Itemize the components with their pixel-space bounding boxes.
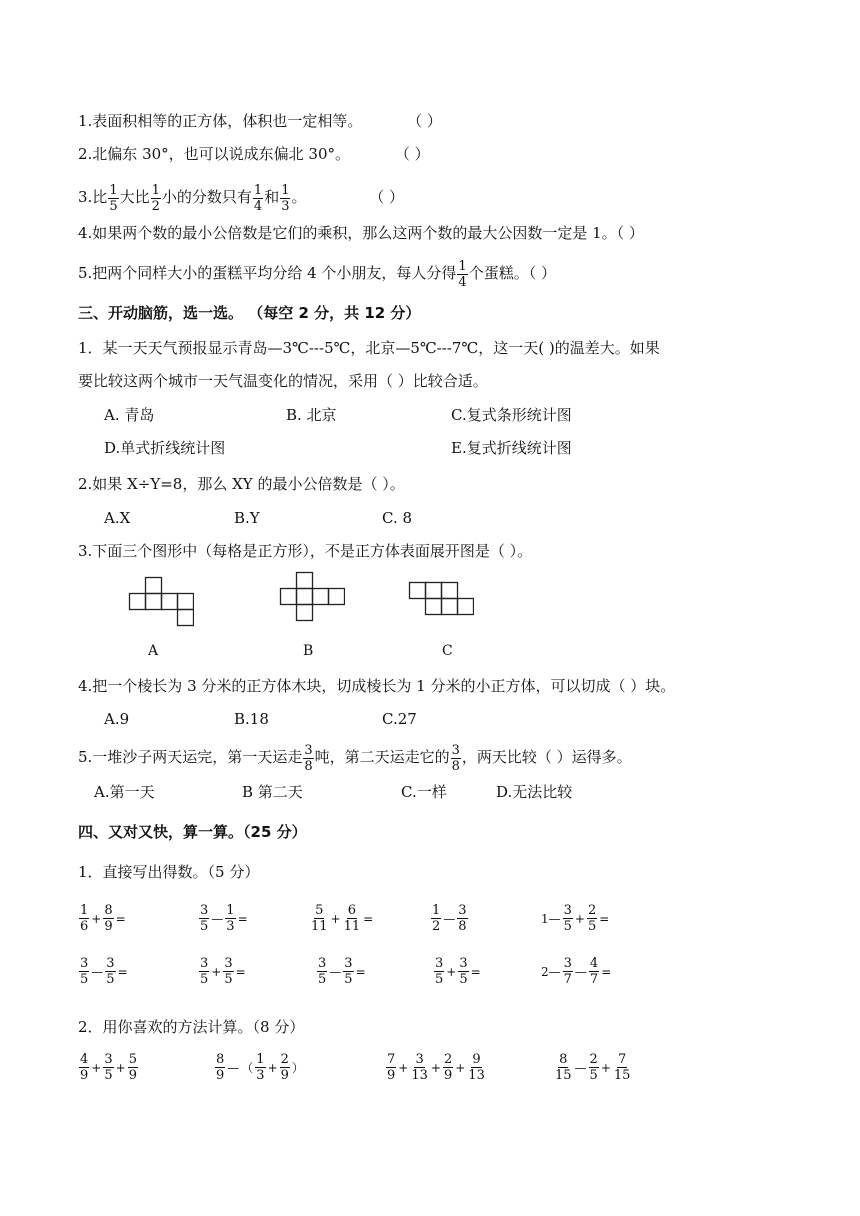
answer-blank[interactable]: （ ） xyxy=(394,145,430,163)
equation: $\frac{3}{5}$ — $\frac{3}{5}$ = xyxy=(318,956,366,987)
tf-question-4: 4.如果两个数的最小公倍数是它们的乘积，那么这两个数的最大公因数一定是 1。（ ） xyxy=(78,224,644,242)
choice-question-4: 4.把一个棱长为 3 分米的正方体木块，切成棱长为 1 分米的小正方体，可以切成（ ）块。 xyxy=(78,677,676,695)
equation: $\frac{8}{15}$ — $\frac{2}{5}$ + $\frac{7}{15}$ xyxy=(555,1052,631,1083)
section-4-heading: 四、又对又快，算一算。（25 分） xyxy=(78,823,307,841)
option[interactable]: B 第二天 xyxy=(242,783,303,801)
equation: $\frac{3}{5}$ — $\frac{1}{3}$ = xyxy=(200,903,248,934)
option[interactable]: A.X xyxy=(104,509,131,527)
equation: 2— $\frac{3}{7}$ — $\frac{4}{7}$ = xyxy=(541,956,612,987)
equation: $\frac{1}{2}$ — $\frac{3}{8}$ xyxy=(432,903,467,934)
equation: $\frac{3}{5}$ + $\frac{3}{5}$ = xyxy=(200,956,246,987)
equation: $\frac{1}{6}$ + $\frac{8}{9}$ = xyxy=(80,903,126,934)
choice-question-5: 5.一堆沙子两天运完，第一天运走 $\frac{3}{8}$ 吨，第二天运走它的 $\frac{3}{8}$ ，两天比较（ ）运得多。 xyxy=(78,742,632,774)
option[interactable]: B.18 xyxy=(234,710,269,728)
sub-question-2: 2．用你喜欢的方法计算。（8 分） xyxy=(78,1018,305,1036)
equation: $\frac{7}{9}$ + $\frac{3}{13}$ + $\frac{2}{9}$ + $\frac{9}{13}$ xyxy=(387,1052,485,1083)
net-label-b[interactable]: B xyxy=(303,643,314,659)
option[interactable]: A. 青岛 xyxy=(104,406,155,424)
cube-net-a xyxy=(128,576,194,632)
cube-net-b xyxy=(279,571,345,629)
option[interactable]: C.复式条形统计图 xyxy=(451,406,572,424)
sub-question-1: 1．直接写出得数。（5 分） xyxy=(78,863,260,881)
choice-question-1-line2: 要比较这两个城市一天气温变化的情况，采用（ ）比较合适。 xyxy=(78,372,488,390)
answer-blank[interactable]: （ ） xyxy=(369,188,405,206)
equation: $\frac{5}{11}$ + $\frac{6}{11}$ = xyxy=(311,903,374,934)
tf-question-5: 5.把两个同样大小的蛋糕平均分给 4 个小朋友，每人分得 $\frac{1}{4}$ 个蛋糕。（ ） xyxy=(78,258,556,290)
net-label-c[interactable]: C xyxy=(442,643,453,659)
option[interactable]: C. 8 xyxy=(382,509,413,527)
answer-blank[interactable]: （ ） xyxy=(407,112,442,130)
option[interactable]: A.9 xyxy=(104,710,130,728)
option[interactable]: D.无法比较 xyxy=(496,783,573,801)
net-label-a[interactable]: A xyxy=(148,643,159,659)
option[interactable]: C.一样 xyxy=(401,783,447,801)
equation: $\frac{3}{5}$ + $\frac{3}{5}$ = xyxy=(435,956,481,987)
choice-question-2: 2.如果 X÷Y=8，那么 XY 的最小公倍数是（ ）。 xyxy=(78,475,405,493)
equation: $\frac{3}{5}$ — $\frac{3}{5}$ = xyxy=(80,956,128,987)
option[interactable]: D.单式折线统计图 xyxy=(104,439,226,457)
option[interactable]: A.第一天 xyxy=(94,783,155,801)
section-3-heading: 三、开动脑筋，选一选。 （每空 2 分，共 12 分） xyxy=(78,304,421,322)
equation: $\frac{8}{9}$ — （ $\frac{1}{3}$ + $\frac{2}{9}$ ） xyxy=(216,1052,304,1083)
tf-question-2: 2.北偏东 30°，也可以说成东偏北 30°。 （ ） xyxy=(78,145,430,163)
choice-question-3: 3.下面三个图形中（每格是正方形），不是正方体表面展开图是（ ）。 xyxy=(78,542,533,560)
option[interactable]: B.Y xyxy=(234,509,260,527)
option[interactable]: B. 北京 xyxy=(286,406,337,424)
tf-question-3: 3.比 $\frac{1}{5}$ 大比 $\frac{1}{2}$ 小的分数只有 $\frac{1}{4}$ 和 $\frac{1}{3}$ 。 （ ） xyxy=(78,182,405,214)
option[interactable]: C.27 xyxy=(382,710,417,728)
equation: $\frac{4}{9}$ + $\frac{3}{5}$ + $\frac{5}{9}$ xyxy=(80,1052,137,1083)
cube-net-c xyxy=(408,581,474,623)
equation: 1— $\frac{3}{5}$ + $\frac{2}{5}$ = xyxy=(541,903,610,934)
option[interactable]: E.复式折线统计图 xyxy=(451,439,572,457)
tf-question-1: 1.表面积相等的正方体，体积也一定相等。 （ ） xyxy=(78,112,442,130)
choice-question-1-line1: 1．某一天天气预报显示青岛—3℃---5℃，北京—5℃---7℃，这一天( )的温差大。如果 xyxy=(78,339,660,357)
